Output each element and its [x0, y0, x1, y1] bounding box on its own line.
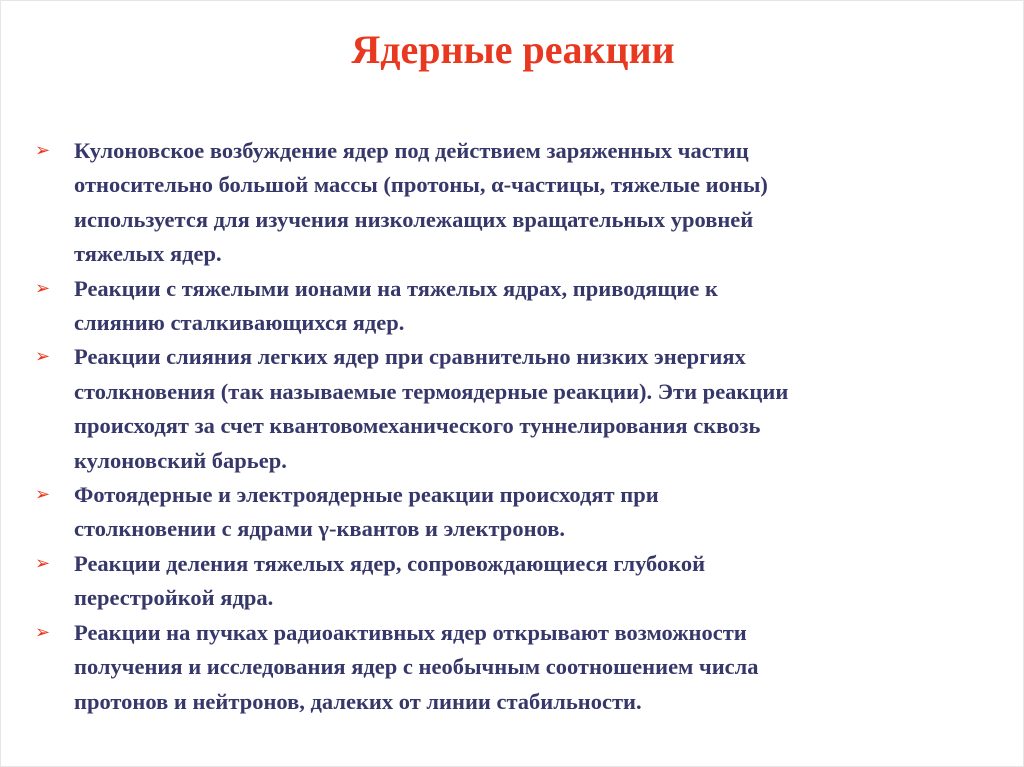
bullet-item: [35, 616, 995, 719]
arrow-bullet-icon: ➢: [35, 484, 51, 506]
bullet-text-line: Реакции с тяжелыми ионами на тяжелых ядрах, приводящие к: [74, 275, 718, 301]
bullet-text-line: столкновения (так называемые термоядерные реакции). Эти реакции: [74, 378, 789, 404]
bullet-text-line: происходят за счет квантовомеханического туннелирования сквозь: [74, 413, 761, 439]
bullet-text-line: столкновении с ядрами γ-квантов и электронов.: [74, 516, 566, 542]
bullet-text-line: протонов и нейтронов, далеких от линии стабильности.: [74, 688, 642, 714]
bullet-text-line: относительно большой массы (протоны, α-частицы, тяжелые ионы): [74, 172, 768, 198]
bullet-text-line: перестройкой ядра.: [74, 585, 274, 611]
bullet-text-line: Кулоновское возбуждение ядер под действием заряженных частиц: [74, 138, 749, 163]
bullet-item: [35, 340, 995, 478]
bullet-item: [35, 272, 995, 341]
arrow-bullet-icon: ➢: [35, 346, 51, 368]
bullet-text-line: кулоновский барьер.: [74, 447, 287, 473]
bullet-text-line: Фотоядерные и электроядерные реакции происходят при: [74, 482, 659, 508]
arrow-bullet-icon: ➢: [35, 621, 51, 643]
bullet-text-line: используется для изучения низколежащих вращательных уровней: [74, 206, 754, 232]
bullet-list: [35, 134, 995, 719]
arrow-bullet-icon: ➢: [35, 552, 51, 574]
bullet-item: [35, 134, 995, 272]
bullet-text-line: Реакции слияния легких ядер при сравнительно низких энергиях: [74, 344, 746, 370]
bullet-text-line: получения и исследования ядер с необычным соотношением числа: [74, 654, 759, 680]
bullet-text-line: Реакции на пучках радиоактивных ядер открывают возможности: [74, 619, 747, 645]
bullet-item: [35, 547, 995, 616]
bullet-item: [35, 478, 995, 547]
bullet-text-line: слиянию сталкивающихся ядер.: [74, 310, 405, 336]
bullet-text-line: Реакции деления тяжелых ядер, сопровождающиеся глубокой: [74, 550, 706, 576]
arrow-bullet-icon: ➢: [35, 140, 51, 161]
bullet-text-line: тяжелых ядер.: [74, 241, 222, 267]
slide-title: Ядерные реакции: [351, 27, 675, 72]
arrow-bullet-icon: ➢: [35, 277, 51, 299]
